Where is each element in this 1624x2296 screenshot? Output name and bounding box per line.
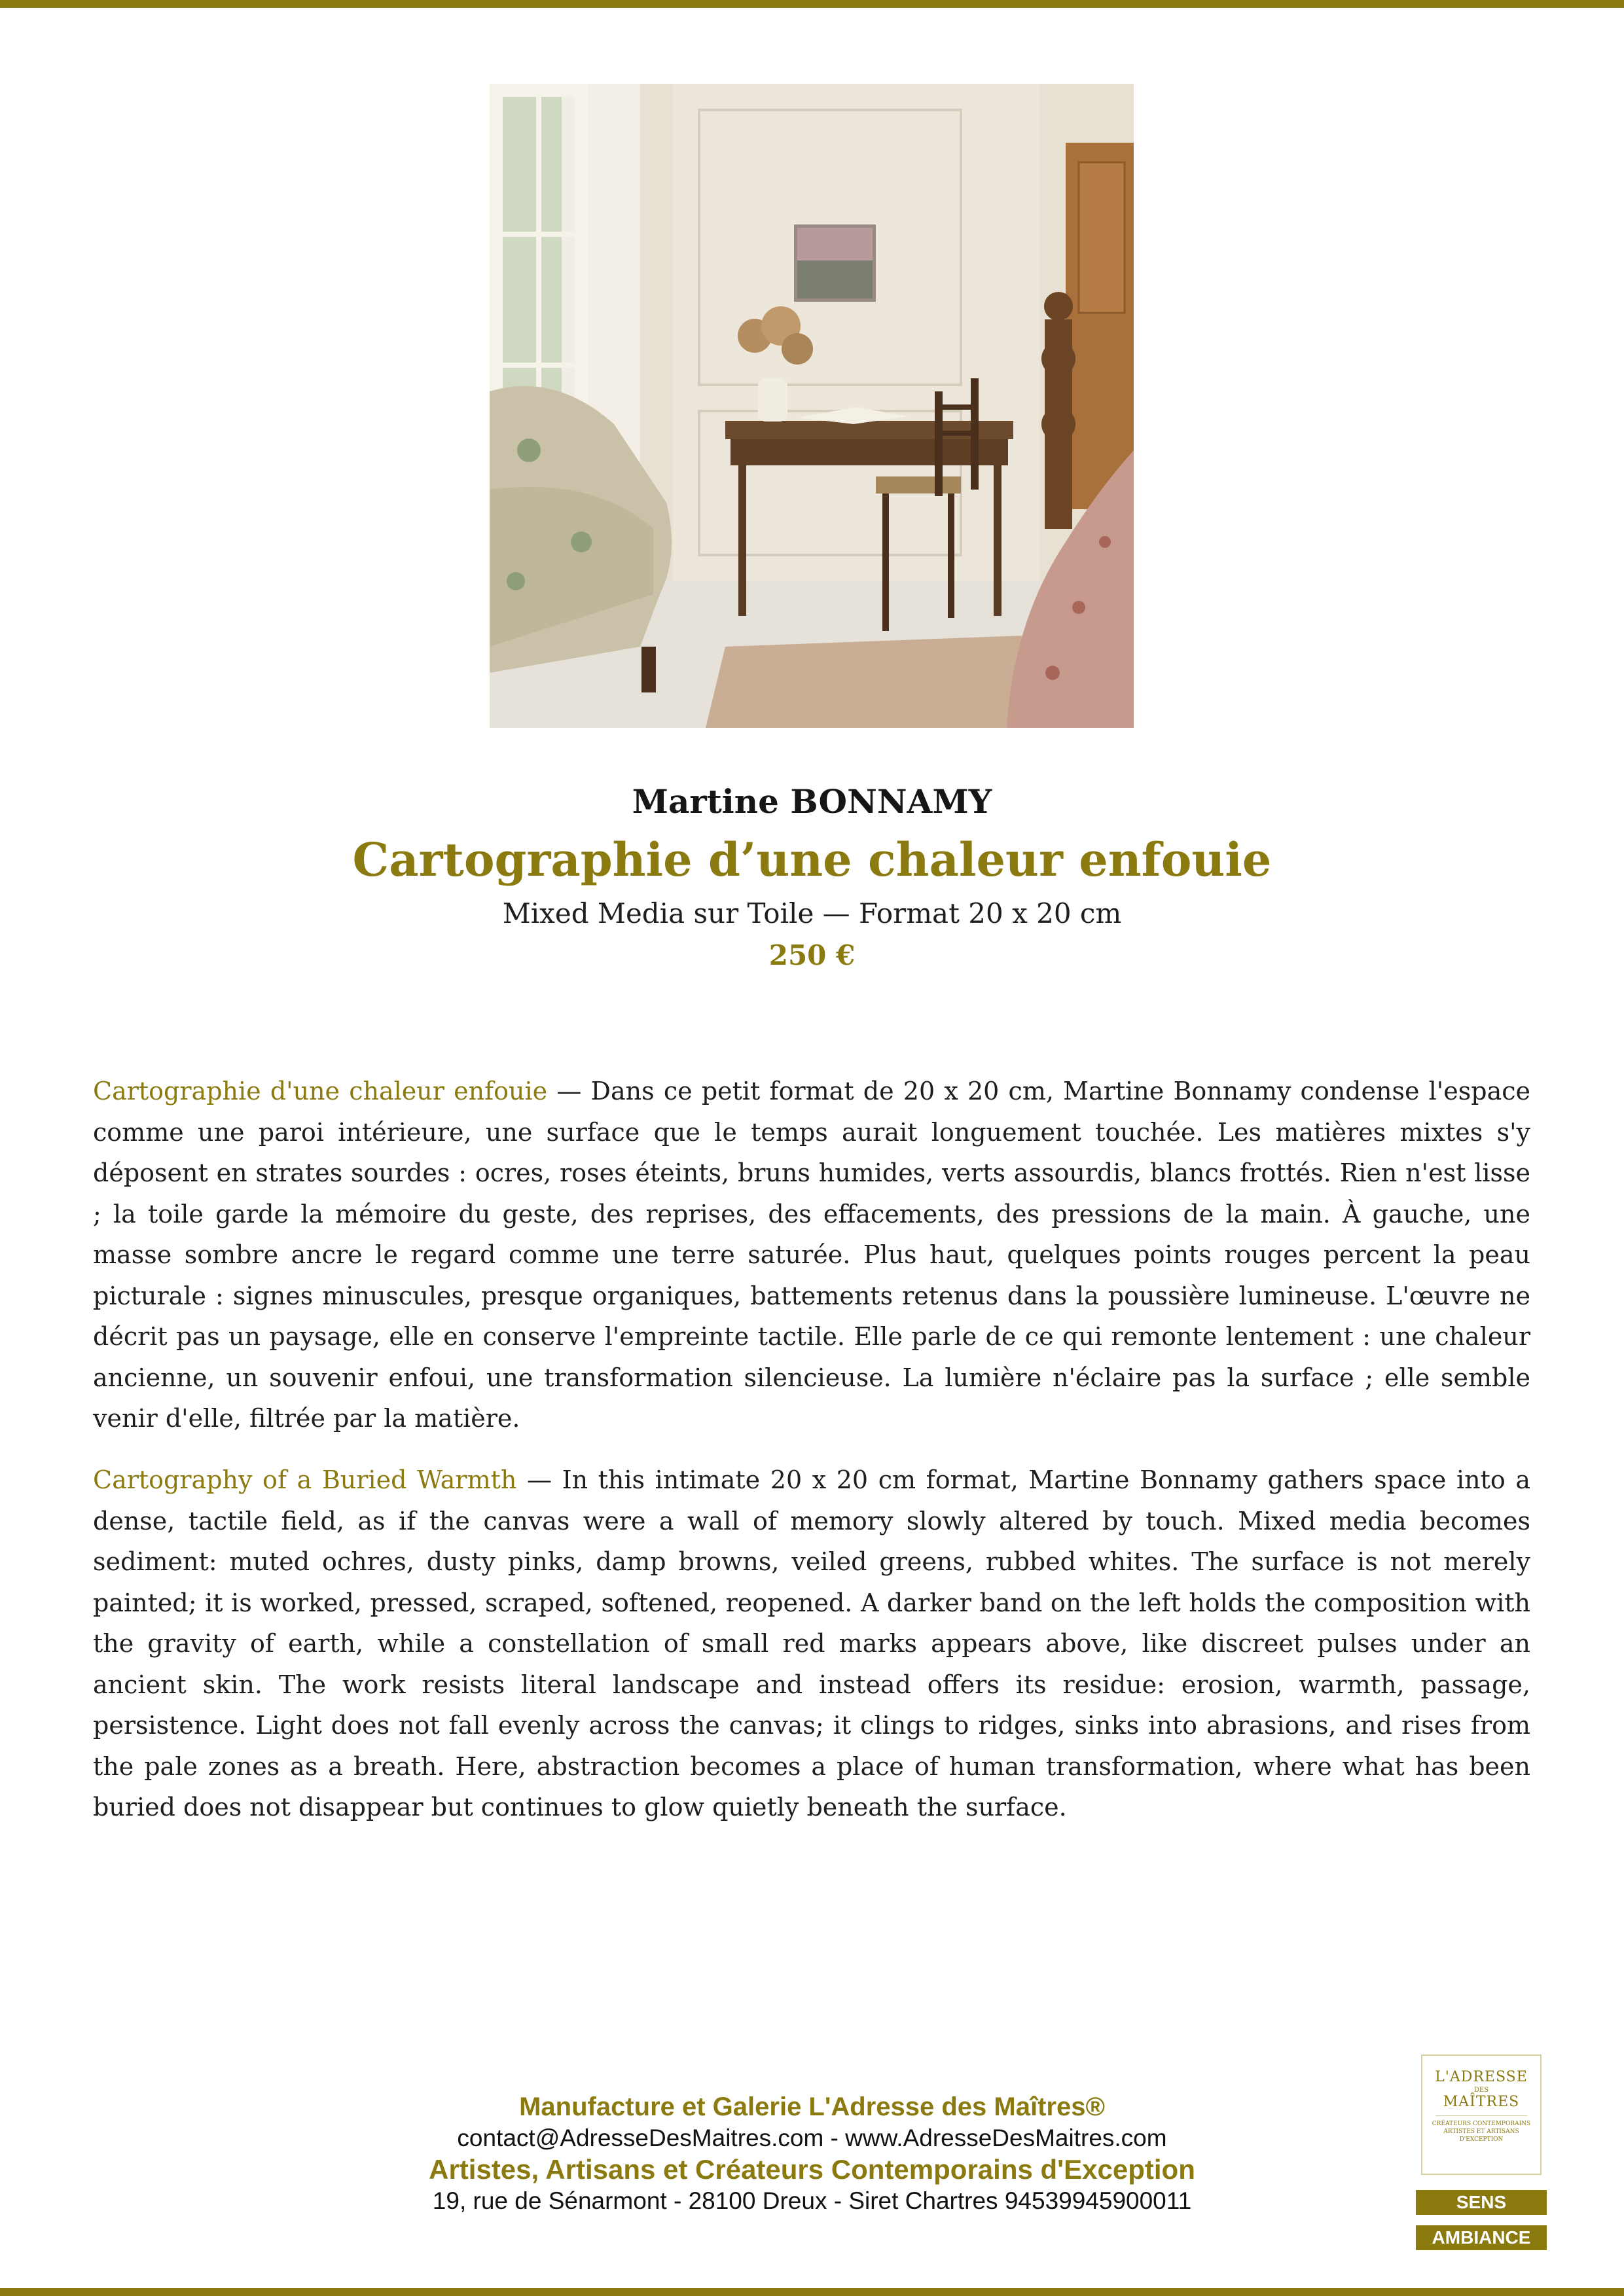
artwork-format: Mixed Media sur Toile — Format 20 x 20 cm	[502, 897, 1122, 929]
gallery-logo	[1421, 2054, 1542, 2175]
description-french-text: — Dans ce petit format de 20 x 20 cm, Martine Bonnamy condense l'espace comme une paroi intérieure, une surface que le temps aurait longuement touchée. Les matières mixtes s'y déposent en strates sourdes : ocres, roses éteints, bruns humides, verts assourdis, blancs frottés. Rien n'est lisse ; la toile garde la mémoire du geste, des reprises, des effacements, des pressions de la main. À gauche, une masse sombre ancre le regard comme une terre saturée. Plus haut, quelques points rouges percent la peau picturale : signes minuscules, presque organiques, battements retenus dans la poussière lumineuse. L'œuvre ne décrit pas un paysage, elle en conserve l'empreinte tactile. Elle parle de ce qui remonte lentement : une chaleur ancienne, un souvenir enfoui, une transformation silencieuse. La lumière n'éclaire pas la surface ; elle semble venir d'elle, filtrée par la matière.	[93, 1077, 1530, 1433]
footer-tagline: Artistes, Artisans et Créateurs Contemporains d'Exception	[429, 2154, 1195, 2185]
ambiance-tag: AMBIANCE	[1416, 2225, 1547, 2250]
logo-divider	[1435, 2115, 1527, 2116]
logo-line-1: L'ADRESSE	[1435, 2069, 1528, 2085]
logo-line-2: DES	[1473, 2087, 1489, 2094]
footer-address: 19, rue de Sénarmont - 28100 Dreux - Siret Chartres 94539945900011	[432, 2187, 1192, 2214]
description-english-lead: Cartography of a Buried Warmth	[93, 1465, 517, 1494]
logo-tagline: CRÉATEURS CONTEMPORAINS ARTISTES ET ARTISANS D'EXCEPTION	[1432, 2121, 1531, 2143]
logo-line-3: MAÎTRES	[1443, 2094, 1520, 2110]
artwork-title: Cartographie d’une chaleur enfouie	[352, 833, 1272, 887]
description-french-lead: Cartographie d'une chaleur enfouie	[93, 1077, 548, 1105]
artist-name: Martine BONNAMY	[632, 782, 992, 821]
bottom-rule	[0, 2288, 1624, 2296]
description-english-text: — In this intimate 20 x 20 cm format, Martine Bonnamy gathers space into a dense, tactile field, as if the canvas were a wall of memory slowly altered by touch. Mixed media becomes sediment: muted ochres, dusty pinks, damp browns, veiled greens, rubbed whites. The surface is not merely painted; it is worked, pressed, scraped, softened, reopened. A darker band on the left holds the composition with the gravity of earth, while a constellation of small red marks appears above, like discreet pulses under an ancient skin. The work resists literal landscape and instead offers its residue: erosion, warmth, passage, persistence. Light does not fall evenly across the canvas; it clings to ridges, sinks into abrasions, and rises from the pale zones as a breath. Here, abstraction becomes a place of human transformation, where what has been buried does not disappear but continues to glow quietly beneath the surface.	[93, 1465, 1530, 1821]
description-french	[93, 1071, 1530, 1439]
top-rule	[0, 0, 1624, 8]
description-english	[93, 1460, 1530, 1828]
footer-contact: contact@AdresseDesMaitres.com - www.AdresseDesMaitres.com	[457, 2125, 1167, 2151]
footer-gallery-name: Manufacture et Galerie L'Adresse des Maîtres®	[519, 2092, 1105, 2121]
artwork-price: 250 €	[768, 939, 856, 971]
footer	[0, 2091, 1624, 2217]
artwork-room-photo	[490, 84, 1134, 728]
sens-tag: SENS	[1416, 2190, 1547, 2215]
